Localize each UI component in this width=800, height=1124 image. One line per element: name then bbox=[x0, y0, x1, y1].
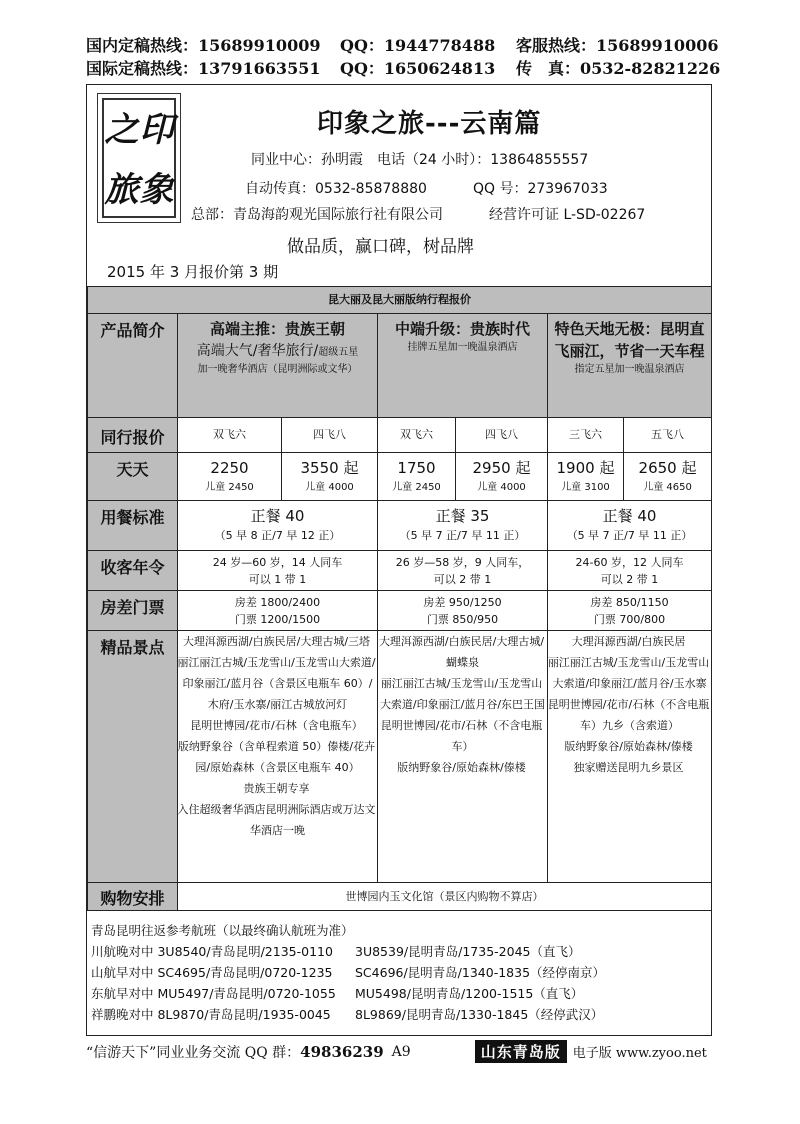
spots-cell bbox=[548, 631, 712, 883]
spot-item: 昆明世博园/花市/石林（不含电瓶车）九乡（含索道） bbox=[547, 698, 710, 732]
agency-center: 同业中心：孙明霞 电话（24 小时）：13864855557 bbox=[251, 152, 589, 168]
age-range: 24-60 岁，12 人同车 bbox=[575, 556, 684, 569]
meal-main: 正餐 35 bbox=[435, 507, 490, 525]
logo-char: 旅 bbox=[104, 170, 139, 210]
adult-price: 2650 起 bbox=[638, 459, 697, 477]
row-label-meal: 用餐标准 bbox=[88, 501, 178, 551]
spot-item: 入住超级奢华酒店昆明洲际酒店或万达文华酒店一晚 bbox=[177, 803, 376, 837]
product-2-name: 中端升级：贵族时代 bbox=[394, 320, 530, 338]
hotline-row-2 bbox=[86, 57, 726, 80]
spot-item: 丽江丽江古城/玉龙雪山/玉龙雪山大索道/印象丽江/蓝月谷/东巴王国 bbox=[379, 677, 546, 711]
price-cell bbox=[548, 453, 624, 501]
main-frame bbox=[86, 84, 712, 1036]
product-3-desc: 飞丽江，节省一天车程 bbox=[554, 342, 705, 360]
service-hotline: 客服热线：15689910006 bbox=[516, 36, 719, 55]
row-label-spots: 精品景点 bbox=[88, 631, 178, 883]
meal-main: 正餐 40 bbox=[602, 507, 657, 525]
flight-row bbox=[91, 941, 701, 962]
flight-row bbox=[91, 1004, 701, 1025]
price-cell bbox=[624, 453, 712, 501]
flight-row bbox=[91, 983, 701, 1004]
flight-back: 8L9869/昆明青岛/1330-1845（经停武汉） bbox=[355, 1007, 604, 1022]
price-cell bbox=[178, 453, 282, 501]
domestic-hotline: 国内定稿热线：15689910009 bbox=[86, 36, 321, 55]
class-cell: 双飞六 bbox=[378, 418, 456, 453]
flight-out: 东航早对中 MU5497/青岛昆明/0720-1055 bbox=[91, 986, 336, 1001]
price-cell bbox=[378, 453, 456, 501]
age-cell bbox=[378, 551, 548, 591]
qq-2: QQ：1650624813 bbox=[340, 59, 496, 78]
fax-line: 传 真：0532-82821226 bbox=[516, 59, 721, 78]
flight-back: MU5498/昆明青岛/1200-1515（直飞） bbox=[355, 986, 584, 1001]
ticket-price: 门票 700/800 bbox=[593, 613, 666, 626]
slogan: 做品质，赢口碑，树品牌 bbox=[287, 237, 474, 257]
headquarters: 总部：青岛海韵观光国际旅行社有限公司 bbox=[191, 207, 443, 223]
spot-item: 大理洱源西湖/白族民居 bbox=[571, 635, 686, 648]
adult-price: 2950 起 bbox=[472, 459, 531, 477]
meal-cell bbox=[548, 501, 712, 551]
product-1-hotel: 加一晚奢华酒店（昆明洲际或文华） bbox=[197, 364, 358, 375]
price-cell bbox=[282, 453, 378, 501]
age-ratio: 可以 2 带 1 bbox=[433, 573, 492, 586]
room-diff: 房差 850/1150 bbox=[590, 596, 669, 609]
product-3 bbox=[548, 314, 712, 418]
age-cell bbox=[548, 551, 712, 591]
child-price: 儿童 4650 bbox=[643, 482, 692, 493]
page-number: A9 bbox=[391, 1043, 411, 1060]
spot-item: 大理洱源西湖/白族民居/大理古城/蝴蝶泉 bbox=[378, 635, 545, 669]
license: 经营许可证 L-SD-02267 bbox=[489, 207, 646, 223]
row-label-daily: 天天 bbox=[88, 453, 178, 501]
product-1-name: 高端主推：贵族王朝 bbox=[209, 320, 345, 338]
hotline-block bbox=[86, 34, 726, 80]
product-2-hotel: 挂牌五星加一晚温泉酒店 bbox=[407, 342, 518, 353]
page-title: 印象之旅---云南篇 bbox=[317, 109, 542, 139]
spots-cell bbox=[378, 631, 548, 883]
age-cell bbox=[178, 551, 378, 591]
section-title: 昆大丽及昆大丽版纳行程报价 bbox=[88, 287, 712, 314]
class-cell: 四飞八 bbox=[456, 418, 548, 453]
auto-fax: 自动传真：0532-85878880 bbox=[245, 181, 427, 197]
meal-detail: （5 早 7 正/7 早 11 正） bbox=[566, 529, 693, 542]
spot-item: 大理洱源西湖/白族民居/大理古城/三塔 bbox=[182, 635, 371, 648]
product-1 bbox=[178, 314, 378, 418]
adult-price: 3550 起 bbox=[300, 459, 359, 477]
meal-cell bbox=[178, 501, 378, 551]
age-ratio: 可以 1 带 1 bbox=[248, 573, 307, 586]
age-range: 26 岁—58 岁，9 人同车， bbox=[395, 556, 530, 569]
logo-char: 象 bbox=[139, 170, 174, 210]
child-price: 儿童 4000 bbox=[305, 482, 354, 493]
child-price: 儿童 3100 bbox=[561, 482, 610, 493]
class-cell: 三飞六 bbox=[548, 418, 624, 453]
class-cell: 双飞六 bbox=[178, 418, 282, 453]
spot-item: 版纳野象谷/原始森林/傣楼 bbox=[397, 761, 526, 774]
spots-cell bbox=[178, 631, 378, 883]
child-price: 儿童 2450 bbox=[205, 482, 254, 493]
product-1-star: 超级五星 bbox=[318, 347, 359, 358]
page-footer bbox=[86, 1040, 726, 1063]
spot-item: 丽江丽江古城/玉龙雪山/玉龙雪山大索道/印象丽江/蓝月谷（含景区电瓶车 60）/木府/玉水寨/丽江古城放河灯 bbox=[177, 656, 376, 711]
row-label-shop: 购物安排 bbox=[88, 883, 178, 911]
spot-item: 昆明世博园/花市/石林（不含电瓶车） bbox=[380, 719, 543, 753]
flight-out: 山航早对中 SC4695/青岛昆明/0720-1235 bbox=[91, 965, 333, 980]
class-cell: 四飞八 bbox=[282, 418, 378, 453]
intl-hotline: 国际定稿热线：13791663551 bbox=[86, 59, 321, 78]
adult-price: 1750 bbox=[397, 459, 436, 477]
row-label-price: 同行报价 bbox=[88, 418, 178, 453]
product-1-desc: 高端大气/奢华旅行/ bbox=[196, 343, 319, 359]
ticket-price: 门票 850/950 bbox=[426, 613, 499, 626]
spot-item: 版纳野象谷（含单程索道 50）傣楼/花卉园/原始森林（含景区电瓶车 40） bbox=[177, 740, 376, 774]
product-3-hotel: 指定五星加一晚温泉酒店 bbox=[574, 364, 685, 375]
flight-back: 3U8539/昆明青岛/1735-2045（直飞） bbox=[355, 944, 581, 959]
age-ratio: 可以 2 带 1 bbox=[600, 573, 659, 586]
adult-price: 2250 bbox=[210, 459, 249, 477]
qq-number: QQ 号：273967033 bbox=[473, 181, 608, 197]
meal-main: 正餐 40 bbox=[250, 507, 305, 525]
website-url[interactable]: 电子版 www.zyoo.net bbox=[572, 1046, 707, 1061]
brand-logo bbox=[97, 93, 181, 223]
price-table bbox=[87, 286, 711, 911]
spot-item: 丽江丽江古城/玉龙雪山/玉龙雪山大索道/印象丽江/蓝月谷/玉水寨 bbox=[547, 656, 710, 690]
room-diff: 房差 950/1250 bbox=[423, 596, 502, 609]
meal-detail: （5 早 8 正/7 早 12 正） bbox=[214, 529, 341, 542]
row-label-room: 房差门票 bbox=[88, 591, 178, 631]
issue-info: 2015 年 3 月报价第 3 期 bbox=[107, 263, 279, 281]
spot-item: 版纳野象谷/原始森林/傣楼 bbox=[564, 740, 693, 753]
meal-detail: （5 早 7 正/7 早 11 正） bbox=[399, 529, 526, 542]
room-cell bbox=[548, 591, 712, 631]
flight-back: SC4696/昆明青岛/1340-1835（经停南京） bbox=[355, 965, 606, 980]
row-label-age: 收客年令 bbox=[88, 551, 178, 591]
logo-char: 之 bbox=[104, 110, 139, 150]
price-cell bbox=[456, 453, 548, 501]
shopping-cell: 世博园内玉文化馆（景区内购物不算店） bbox=[178, 883, 712, 911]
flight-out: 川航晚对中 3U8540/青岛昆明/2135-0110 bbox=[91, 944, 333, 959]
edition-badge: 山东青岛版 bbox=[475, 1040, 567, 1063]
class-cell: 五飞八 bbox=[624, 418, 712, 453]
qq-1: QQ：1944778488 bbox=[340, 36, 496, 55]
flight-list bbox=[91, 920, 701, 1025]
footer-qq-group: 49836239 bbox=[300, 1042, 384, 1061]
product-3-name: 特色天地无极：昆明直 bbox=[554, 320, 705, 338]
row-label-intro: 产品简介 bbox=[88, 314, 178, 418]
flight-title: 青岛昆明往返参考航班（以最终确认航班为准） bbox=[91, 923, 354, 938]
ticket-price: 门票 1200/1500 bbox=[234, 613, 321, 626]
flight-row bbox=[91, 962, 701, 983]
hotline-row-1 bbox=[86, 34, 726, 57]
room-cell bbox=[378, 591, 548, 631]
room-cell bbox=[178, 591, 378, 631]
child-price: 儿童 2450 bbox=[392, 482, 441, 493]
meal-cell bbox=[378, 501, 548, 551]
age-range: 24 岁—60 岁，14 人同车 bbox=[212, 556, 343, 569]
product-2 bbox=[378, 314, 548, 418]
room-diff: 房差 1800/2400 bbox=[234, 596, 321, 609]
footer-text: “信游天下”同业业务交流 QQ 群： bbox=[86, 1044, 301, 1061]
flight-out: 祥鹏晚对中 8L9870/青岛昆明/1935-0045 bbox=[91, 1007, 331, 1022]
spot-item: 昆明世博园/花市/石林（含电瓶车） bbox=[190, 719, 363, 732]
spot-item: 独家赠送昆明九乡景区 bbox=[573, 761, 684, 774]
child-price: 儿童 4000 bbox=[477, 482, 526, 493]
logo-char: 印 bbox=[139, 110, 174, 150]
spot-item: 贵族王朝专享 bbox=[243, 782, 310, 795]
adult-price: 1900 起 bbox=[556, 459, 615, 477]
